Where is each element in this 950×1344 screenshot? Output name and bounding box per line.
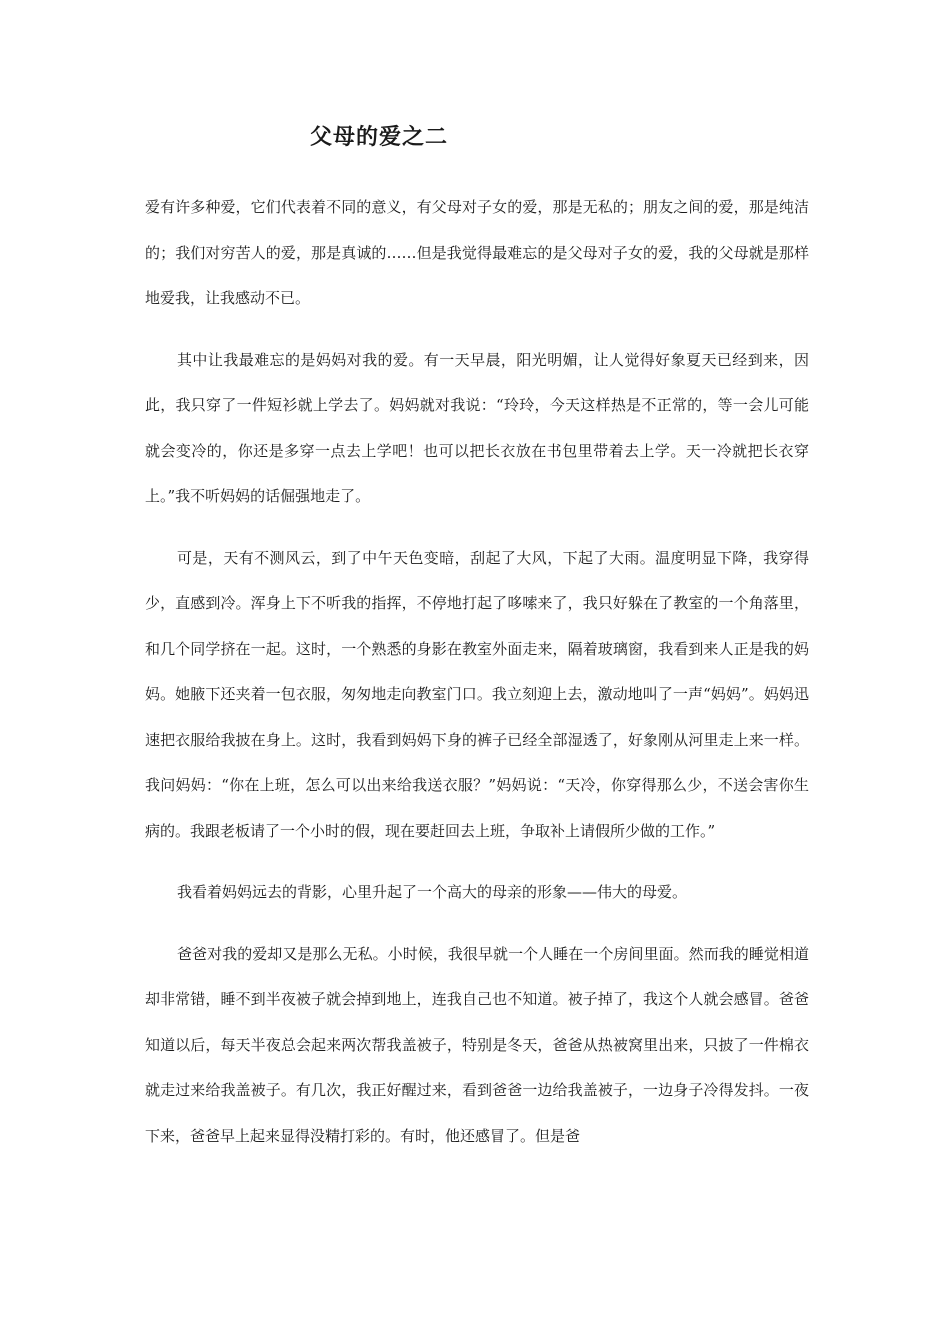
paragraph-intro: 爱有许多种爱，它们代表着不同的意义，有父母对子女的爱，那是无私的；朋友之间的爱，那是纯洁的；我们对穷苦人的爱，那是真诚的……但是我觉得最难忘的是父母对子女的爱，我的父母就是那样地爱我，让我感动不已。 — [145, 198, 809, 307]
paragraph-mother-rain: 可是，天有不测风云，到了中午天色变暗，刮起了大风，下起了大雨。温度明显下降，我穿得少，直感到冷。浑身上下不听我的指挥，不停地打起了哆嗦来了，我只好躲在了教室的一个角落里，和几个同学挤在一起。这时，一个熟悉的身影在教室外面走来，隔着玻璃窗，我看到来人正是我的妈妈。她腋下还夹着一包衣服，匆匆地走向教室门口。我立刻迎上去，激动地叫了一声“妈妈”。妈妈迅速把衣服给我披在身上。这时，我看到妈妈下身的裤子已经全部湿透了，好象刚从河里走上来一样。我问妈妈：“你在上班，怎么可以出来给我送衣服？”妈妈说：“天冷，你穿得那么少，不送会害你生病的。我跟老板请了一个小时的假，现在要赶回去上班，争取补上请假所少做的工作。” — [145, 548, 809, 840]
paragraph-mother-reflection: 我看着妈妈远去的背影，心里升起了一个高大的母亲的形象——伟大的母爱。 — [177, 883, 688, 901]
document-title: 父母的爱之二 — [310, 125, 449, 150]
document-body — [145, 185, 809, 1175]
paragraph-father: 爸爸对我的爱却又是那么无私。小时候，我很早就一个人睡在一个房间里面。然而我的睡觉相道却非常错，睡不到半夜被子就会掉到地上，连我自己也不知道。被子掉了，我这个人就会感冒。爸爸知道以后，每天半夜总会起来两次帮我盖被子，特别是冬天，爸爸从热被窝里出来，只披了一件棉衣就走过来给我盖被子。有几次，我正好醒过来，看到爸爸一边给我盖被子，一边身子冷得发抖。一夜下来，爸爸早上起来显得没精打彩的。有时，他还感冒了。但是爸 — [145, 944, 809, 1145]
paragraph-mother-morning: 其中让我最难忘的是妈妈对我的爱。有一天早晨，阳光明媚，让人觉得好象夏天已经到来，因此，我只穿了一件短衫就上学去了。妈妈就对我说：“玲玲，今天这样热是不正常的，等一会儿可能就会变冷的，你还是多穿一点去上学吧！也可以把长衣放在书包里带着去上学。天一冷就把长衣穿上。”我不听妈妈的话倔强地走了。 — [145, 350, 809, 505]
